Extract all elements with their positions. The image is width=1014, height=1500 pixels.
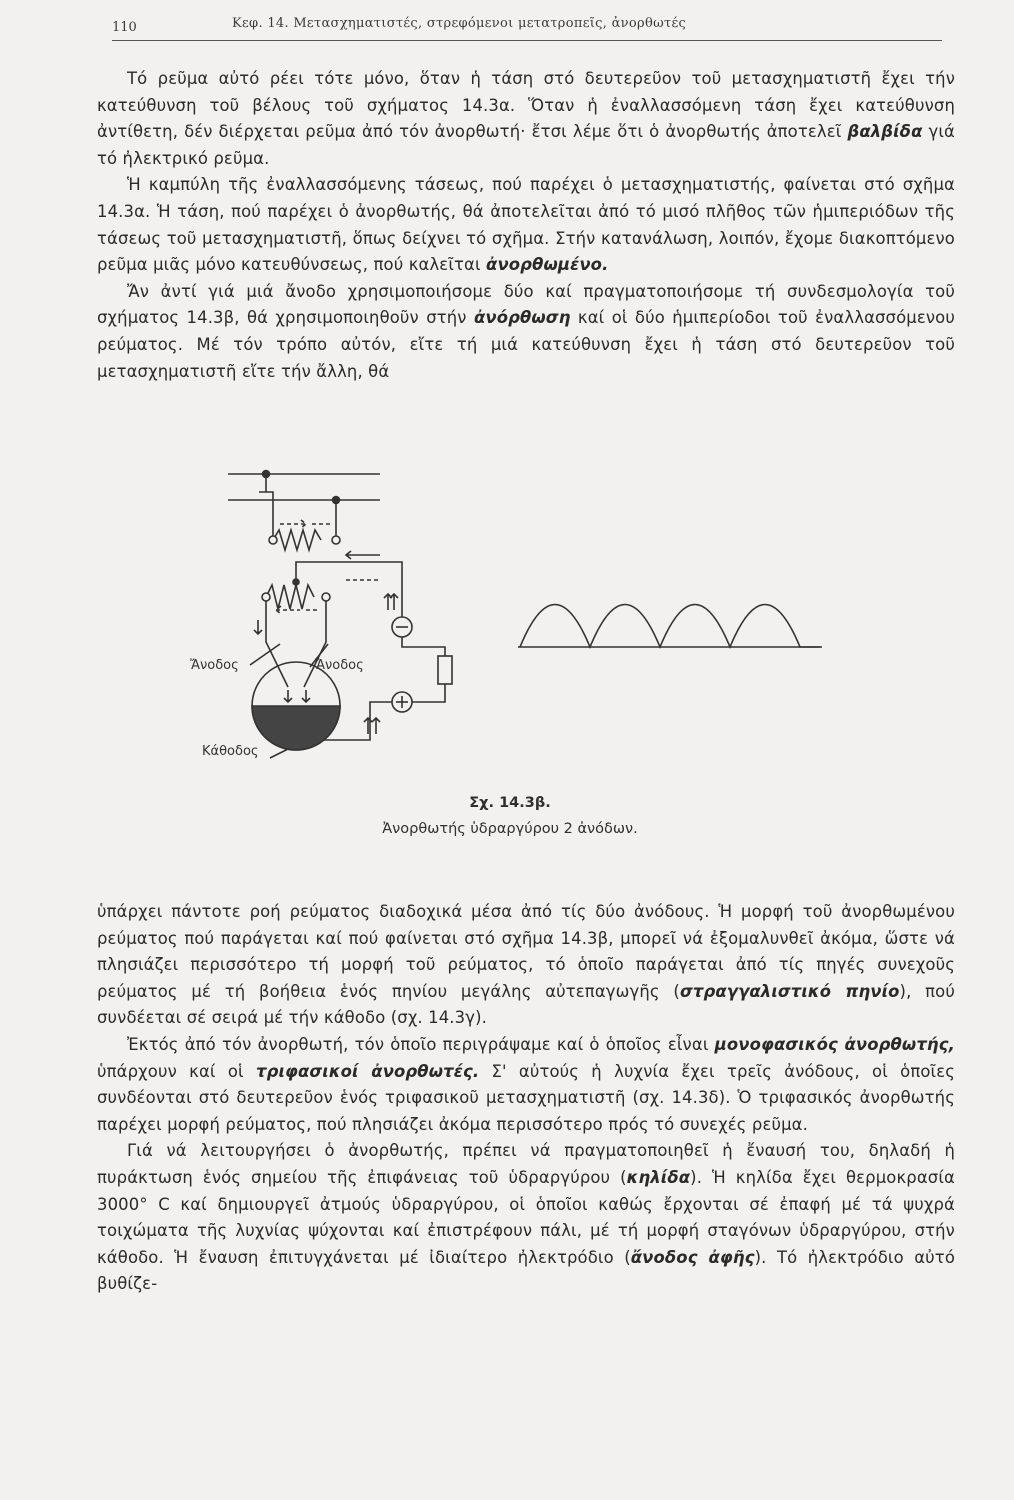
figure-caption: Ἀνορθωτής ὑδραργύρου 2 ἀνόδων. <box>382 821 638 837</box>
paragraph: Ἡ καμπύλη τῆς ἐναλλασσόμενης τάσεως, πού παρέχει ὁ μετασχηματιστής, φαίνεται στό σχῆμα 14.3α. Ἡ τάση, πού παρέχει ὁ ἀνορθωτής, θά ἀποτελεῖται ἀπό τό μισό πλῆθος τῶν ἡμιπεριόδων τῆς τάσεως τοῦ μετασχηματιστῆ, ὅπως δείχνει τό σχῆμα. Στήν κατανάλωση, λοιπόν, ἔχομε διακοπτόμενο ρεῦμα μιᾶς μόνο κατευθύνσεως, πού καλεῖται ἀνορθωμένο. <box>97 175 955 275</box>
emphasis: κηλίδα <box>626 1167 691 1187</box>
primary-winding <box>273 530 321 550</box>
arrow <box>346 551 380 559</box>
rectified-waveform <box>520 605 820 648</box>
paragraph: Τό ρεῦμα αὐτό ρέει τότε μόνο, ὅταν ἡ τάση στό δευτερεῦον τοῦ μετασχηματιστῆ ἔχει τήν κατεύθυνση τοῦ βέλους τοῦ σχήματος 14.3α. Ὅταν ἡ ἐναλλασσόμενη τάση ἔχει κατεύθυνση ἀντίθετη, δέν διέρχεται ρεῦμα ἀπό τόν ἀνορθωτή· ἔτσι λέμε ὅτι ὁ ἀνορθωτής ἀποτελεῖ βαλβίδα γιά τό ἠλεκτρικό ρεῦμα. <box>97 69 955 168</box>
mercury-pool <box>252 706 340 750</box>
label-anode-right: Ἄνοδος <box>315 658 364 673</box>
arrow <box>276 606 320 614</box>
paragraph: Ἄν ἀντί γιά μιά ἄνοδο χρησιμοποιήσομε δύο καί πραγματοποιήσομε τή συνδεσμολογία τοῦ σχήματος 14.3β, θά χρησιμοποιηθοῦν στήν ἀνόρθωση καί οἱ δύο ἡμιπερίοδοι τοῦ ἐναλλασσόμενου ρεύματος. Μέ τόν τρόπο αὐτόν, εἴτε τή μιά κατεύθυνση ἔχει ἡ τάση στό δευτερεῦον τοῦ μετασχηματιστῆ εἴτε τήν ἄλλη, θά <box>97 281 955 381</box>
paragraph: Γιά νά λειτουργήσει ὁ ἀνορθωτής, πρέπει νά πραγματοποιηθεῖ ἡ ἔναυσή του, δηλαδή ἡ πυράκτωση ἑνός σημείου τῆς ἐπιφάνειας τοῦ ὑδραργύρου (κηλίδα). Ἡ κηλίδα ἔχει θερμοκρασία 3000° C καί δημιουργεῖ ἀτμούς ὑδραργύρου, οἱ ὁποῖοι καθώς ἔρχονται σέ ἐπαφή μέ τά ψυχρά τοιχώματα τῆς λυχνίας ψύχονται καί ἐπιστρέφουν πάλι, μέ τή μορφή σταγόνων ὑδραργύρου, στήν κάθοδο. Ἡ ἔναυση ἐπιτυγχάνεται μέ ἰδιαίτερο ἠλεκτρόδιο (ἄνοδος ἀφῆς). Τό ἠλεκτρόδιο αὐτό βυθίζε- <box>97 1141 955 1294</box>
text-block-top <box>97 66 955 385</box>
text-block-bottom <box>97 899 955 1298</box>
rectifier-figure <box>180 462 860 762</box>
label-anode-left: Ἄνοδος <box>190 658 239 673</box>
figure-number: Σχ. 14.3β. <box>469 795 551 811</box>
load-wire <box>402 637 445 656</box>
page-number: 110 <box>112 20 137 35</box>
emphasis: ἄνοδος ἀφῆς <box>630 1247 755 1267</box>
running-title: Κεφ. 14. Μετασχηματιστές, στρεφόμενοι μετατροπεῖς, ἀνορθωτές <box>232 16 687 31</box>
emphasis: στραγγαλιστικό πηνίο <box>679 981 900 1001</box>
center-tap <box>296 562 360 582</box>
label-cathode: Κάθοδος <box>202 744 259 759</box>
label-leader <box>270 749 288 758</box>
load-resistor <box>438 656 452 684</box>
emphasis: ἀνορθωμένο. <box>486 255 609 275</box>
arrow <box>390 594 398 610</box>
emphasis: τριφασικοί ἀνορθωτές. <box>255 1061 480 1081</box>
primary-leads <box>259 474 336 540</box>
load-wire <box>360 562 402 617</box>
paragraph: Ἐκτός ἀπό τόν ἀνορθωτή, τόν ὁποῖο περιγράψαμε καί ὁ ὁποῖος εἶναι μονοφασικός ἀνορθωτής, ὑπάρχουν καί οἱ τριφασικοί ἀνορθωτές. Σ' αὐτούς ἡ λυχνία ἔχει τρεῖς ἀνόδους, οἱ ὁποῖες συνδέονται στό δευτερεῦον ἑνός τριφασικοῦ μετασχηματιστῆ (σχ. 14.3δ). Ὁ τριφασικός ἀνορθωτής παρέχει μορφή ρεύματος, πού πλησιάζει ἀκόμα περισσότερο πρός τό συνεχές ρεῦμα. <box>97 1034 955 1134</box>
arrow <box>254 620 262 634</box>
secondary-winding <box>266 585 314 609</box>
emphasis: μονοφασικός ἀνορθωτής, <box>714 1034 955 1054</box>
arrow <box>280 520 330 528</box>
load-wire <box>412 684 445 702</box>
page-header <box>112 14 942 41</box>
emphasis: βαλβίδα <box>847 122 923 142</box>
arrow <box>284 690 292 702</box>
paragraph: ὑπάρχει πάντοτε ροή ρεύματος διαδοχικά μέσα ἀπό τίς δύο ἀνόδους. Ἡ μορφή τοῦ ἀνορθωμένου ρεύματος πού παράγεται καί πού φαίνεται στό σχῆμα 14.3β, μπορεῖ νά ἐξομαλυνθεῖ ἀκόμα, ὥστε νά πλησιάζει περισσότερο τή μορφή τοῦ ρεύματος, τό ὁποῖο παράγεται ἀπό τίς πηγές συνεχοῦς ρεύματος μέ τή βοήθεια ἑνός πηνίου μεγάλης αὐτεπαγωγῆς (στραγγαλιστικό πηνίο), πού συνδέεται σέ σειρά μέ τήν κάθοδο (σχ. 14.3γ). <box>97 902 955 1028</box>
emphasis: ἀνόρθωση <box>473 308 571 328</box>
rectifier-diagram <box>180 462 860 762</box>
arrow <box>372 718 380 734</box>
arrow <box>302 690 310 702</box>
